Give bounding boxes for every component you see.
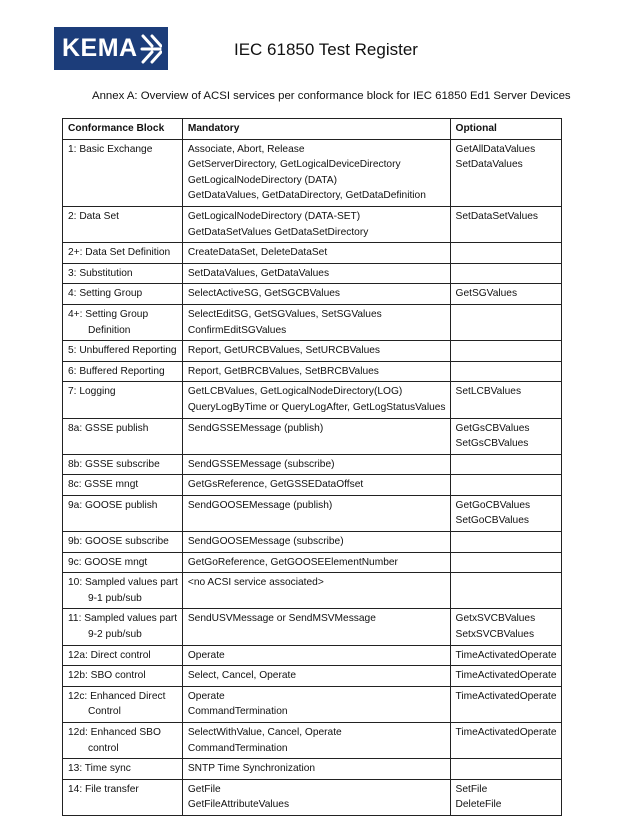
- optional-cell: [450, 475, 561, 496]
- optional-cell: [450, 139, 561, 206]
- block-cell-line: 1: Basic Exchange: [68, 143, 153, 155]
- mandatory-cell-line: ConfirmEditSGValues: [187, 324, 287, 336]
- block-cell-line: 12c: Enhanced Direct: [68, 690, 166, 702]
- block-cell-line: 2: Data Set: [68, 210, 119, 222]
- mandatory-cell: [182, 686, 450, 722]
- optional-cell: [450, 341, 561, 362]
- block-cell: [63, 284, 183, 305]
- conformance-table: [62, 118, 562, 816]
- block-cell: [63, 418, 183, 454]
- optional-cell: [450, 723, 561, 759]
- mandatory-cell: [182, 263, 450, 284]
- mandatory-cell: [182, 552, 450, 573]
- optional-cell-line: TimeActivatedOperate: [455, 649, 557, 661]
- block-cell-line: Control: [88, 706, 121, 718]
- table-row: [63, 686, 562, 722]
- mandatory-cell: [182, 341, 450, 362]
- document-title: IEC 61850 Test Register: [234, 40, 418, 59]
- block-cell: [63, 645, 183, 666]
- mandatory-cell: [182, 759, 450, 780]
- table-row: [63, 243, 562, 264]
- column-header-optional: Optional: [450, 119, 561, 140]
- mandatory-cell-line: SNTP Time Synchronization: [187, 763, 316, 775]
- table-row: [63, 552, 562, 573]
- mandatory-cell: [182, 666, 450, 687]
- mandatory-cell-line: GetServerDirectory, GetLogicalDeviceDirectory: [187, 159, 401, 171]
- mandatory-cell-line: SendGOOSEMessage (subscribe): [187, 536, 344, 548]
- mandatory-cell: [182, 304, 450, 340]
- block-cell-line: 5: Unbuffered Reporting: [68, 345, 177, 357]
- block-cell: [63, 759, 183, 780]
- mandatory-cell: [182, 361, 450, 382]
- column-header-mandatory: Mandatory: [182, 119, 450, 140]
- optional-cell: [450, 759, 561, 780]
- optional-cell: [450, 243, 561, 264]
- table-row: [63, 361, 562, 382]
- optional-cell-line: SetDataValues: [455, 159, 523, 171]
- block-cell-line: Definition: [88, 324, 131, 336]
- mandatory-cell-line: QueryLogByTime or QueryLogAfter, GetLogStatusValues: [187, 401, 446, 413]
- block-cell: [63, 243, 183, 264]
- mandatory-cell: [182, 609, 450, 645]
- table-row: [63, 382, 562, 418]
- mandatory-cell-line: GetDataValues, GetDataDirectory, GetDataDefinition: [187, 190, 426, 202]
- table-row: [63, 723, 562, 759]
- optional-cell: [450, 573, 561, 609]
- table-row: [63, 779, 562, 815]
- optional-cell: [450, 779, 561, 815]
- mandatory-cell-line: CommandTermination: [187, 742, 288, 754]
- block-cell: [63, 779, 183, 815]
- block-cell-line: 9-2 pub/sub: [88, 629, 142, 641]
- mandatory-cell-line: <no ACSI service associated>: [187, 577, 324, 589]
- optional-cell-line: GetAllDataValues: [455, 143, 536, 155]
- mandatory-cell-line: GetDataSetValues GetDataSetDirectory: [187, 226, 369, 238]
- optional-cell-line: DeleteFile: [455, 799, 502, 811]
- block-cell: [63, 263, 183, 284]
- block-cell: [63, 573, 183, 609]
- optional-cell-line: SetGoCBValues: [455, 515, 529, 527]
- optional-cell-line: TimeActivatedOperate: [455, 690, 557, 702]
- block-cell-line: 4: Setting Group: [68, 288, 143, 300]
- optional-cell-line: TimeActivatedOperate: [455, 670, 557, 682]
- table-row: [63, 645, 562, 666]
- mandatory-cell-line: GetFile: [187, 783, 221, 795]
- mandatory-cell-line: Report, GetURCBValues, SetURCBValues: [187, 345, 381, 357]
- table-row: [63, 418, 562, 454]
- optional-cell: [450, 284, 561, 305]
- kema-logo: [54, 27, 168, 70]
- block-cell: [63, 609, 183, 645]
- optional-cell: [450, 495, 561, 531]
- table-row: [63, 666, 562, 687]
- annex-title: Annex A: Overview of ACSI services per conformance block for IEC 61850 Ed1 Server Devices: [92, 90, 571, 102]
- block-cell-line: 8a: GSSE publish: [68, 422, 149, 434]
- table-row: [63, 573, 562, 609]
- block-cell: [63, 361, 183, 382]
- table-row: [63, 759, 562, 780]
- block-cell-line: 12d: Enhanced SBO: [68, 727, 161, 738]
- block-cell-line: 12b: SBO control: [68, 670, 146, 682]
- mandatory-cell-line: GetGsReference, GetGSSEDataOffset: [187, 479, 364, 491]
- optional-cell-line: TimeActivatedOperate: [455, 727, 557, 738]
- block-cell-line: 10: Sampled values part: [68, 577, 178, 589]
- table-row: [63, 304, 562, 340]
- mandatory-cell: [182, 495, 450, 531]
- table-row: [63, 206, 562, 242]
- optional-cell-line: SetFile: [455, 783, 488, 795]
- mandatory-cell: [182, 645, 450, 666]
- mandatory-cell-line: CreateDataSet, DeleteDataSet: [187, 247, 328, 259]
- mandatory-cell-line: GetGoReference, GetGOOSEElementNumber: [187, 556, 398, 568]
- table-row: [63, 263, 562, 284]
- optional-cell: [450, 532, 561, 553]
- mandatory-cell: [182, 454, 450, 475]
- block-cell-line: 9b: GOOSE subscribe: [68, 536, 169, 548]
- table-row: [63, 609, 562, 645]
- block-cell-line: 9c: GOOSE mngt: [68, 556, 148, 568]
- block-cell-line: 9a: GOOSE publish: [68, 499, 158, 511]
- mandatory-cell-line: SendGSSEMessage (subscribe): [187, 458, 335, 470]
- mandatory-cell-line: Operate: [187, 690, 225, 702]
- optional-cell: [450, 206, 561, 242]
- table-header-row: [63, 119, 562, 140]
- optional-cell-line: GetGsCBValues: [455, 422, 530, 434]
- mandatory-cell-line: SetDataValues, GetDataValues: [187, 267, 330, 279]
- block-cell: [63, 552, 183, 573]
- block-cell: [63, 382, 183, 418]
- column-header-block: Conformance Block: [63, 119, 183, 140]
- mandatory-cell-line: Associate, Abort, Release: [187, 143, 305, 155]
- optional-cell: [450, 418, 561, 454]
- mandatory-cell: [182, 284, 450, 305]
- table-row: [63, 284, 562, 305]
- mandatory-cell: [182, 532, 450, 553]
- mandatory-cell: [182, 723, 450, 759]
- optional-cell: [450, 645, 561, 666]
- block-cell-line: 8c: GSSE mngt: [68, 479, 139, 491]
- table-row: [63, 532, 562, 553]
- optional-cell-line: SetLCBValues: [455, 386, 522, 398]
- optional-cell-line: GetSGValues: [455, 288, 518, 300]
- mandatory-cell-line: Operate: [187, 649, 225, 661]
- block-cell-line: 7: Logging: [68, 386, 116, 398]
- optional-cell: [450, 263, 561, 284]
- block-cell: [63, 686, 183, 722]
- mandatory-cell-line: GetLCBValues, GetLogicalNodeDirectory(LOG): [187, 386, 403, 398]
- optional-cell: [450, 361, 561, 382]
- optional-cell: [450, 304, 561, 340]
- block-cell: [63, 532, 183, 553]
- block-cell-line: 4+: Setting Group: [68, 308, 149, 320]
- mandatory-cell: [182, 573, 450, 609]
- block-cell: [63, 475, 183, 496]
- table-row: [63, 454, 562, 475]
- table-row: [63, 495, 562, 531]
- block-cell: [63, 139, 183, 206]
- block-cell-line: 3: Substitution: [68, 267, 133, 279]
- table-row: [63, 341, 562, 362]
- optional-cell-line: SetDataSetValues: [455, 210, 539, 222]
- optional-cell: [450, 686, 561, 722]
- block-cell-line: control: [88, 742, 119, 754]
- optional-cell-line: GetxSVCBValues: [455, 613, 536, 625]
- optional-cell: [450, 666, 561, 687]
- mandatory-cell-line: SelectActiveSG, GetSGCBValues: [187, 288, 340, 300]
- block-cell-line: 2+: Data Set Definition: [68, 247, 171, 259]
- optional-cell: [450, 454, 561, 475]
- mandatory-cell: [182, 382, 450, 418]
- block-cell-line: 13: Time sync: [68, 763, 131, 775]
- mandatory-cell: [182, 243, 450, 264]
- block-cell-line: 12a: Direct control: [68, 649, 151, 661]
- optional-cell-line: SetGsCBValues: [455, 438, 529, 450]
- mandatory-cell: [182, 206, 450, 242]
- optional-cell: [450, 552, 561, 573]
- block-cell: [63, 666, 183, 687]
- mandatory-cell-line: SendGOOSEMessage (publish): [187, 499, 333, 511]
- mandatory-cell: [182, 418, 450, 454]
- optional-cell: [450, 382, 561, 418]
- optional-cell: [450, 609, 561, 645]
- optional-cell-line: GetGoCBValues: [455, 499, 531, 511]
- mandatory-cell-line: Select, Cancel, Operate: [187, 670, 297, 682]
- block-cell-line: 6: Buffered Reporting: [68, 365, 165, 377]
- block-cell: [63, 341, 183, 362]
- mandatory-cell: [182, 139, 450, 206]
- mandatory-cell-line: Report, GetBRCBValues, SetBRCBValues: [187, 365, 379, 377]
- mandatory-cell-line: GetLogicalNodeDirectory (DATA-SET): [187, 210, 361, 222]
- block-cell-line: 14: File transfer: [68, 783, 139, 795]
- logo-text: KEMA: [62, 34, 138, 62]
- mandatory-cell-line: GetFileAttributeValues: [187, 799, 290, 811]
- block-cell-line: 8b: GSSE subscribe: [68, 458, 160, 470]
- optional-cell-line: SetxSVCBValues: [455, 629, 535, 641]
- block-cell: [63, 454, 183, 475]
- mandatory-cell-line: SendUSVMessage or SendMSVMessage: [187, 613, 376, 625]
- mandatory-cell: [182, 475, 450, 496]
- table-row: [63, 139, 562, 206]
- mandatory-cell-line: SelectEditSG, GetSGValues, SetSGValues: [187, 308, 382, 320]
- block-cell: [63, 495, 183, 531]
- mandatory-cell-line: GetLogicalNodeDirectory (DATA): [187, 174, 337, 186]
- block-cell: [63, 723, 183, 759]
- mandatory-cell: [182, 779, 450, 815]
- mandatory-cell-line: SendGSSEMessage (publish): [187, 422, 324, 434]
- block-cell: [63, 304, 183, 340]
- block-cell: [63, 206, 183, 242]
- mandatory-cell-line: SelectWithValue, Cancel, Operate: [187, 727, 342, 738]
- block-cell-line: 9-1 pub/sub: [88, 592, 142, 604]
- kema-arrows-icon: [140, 34, 162, 64]
- block-cell-line: 11: Sampled values part: [68, 613, 178, 625]
- table-row: [63, 475, 562, 496]
- mandatory-cell-line: CommandTermination: [187, 706, 288, 718]
